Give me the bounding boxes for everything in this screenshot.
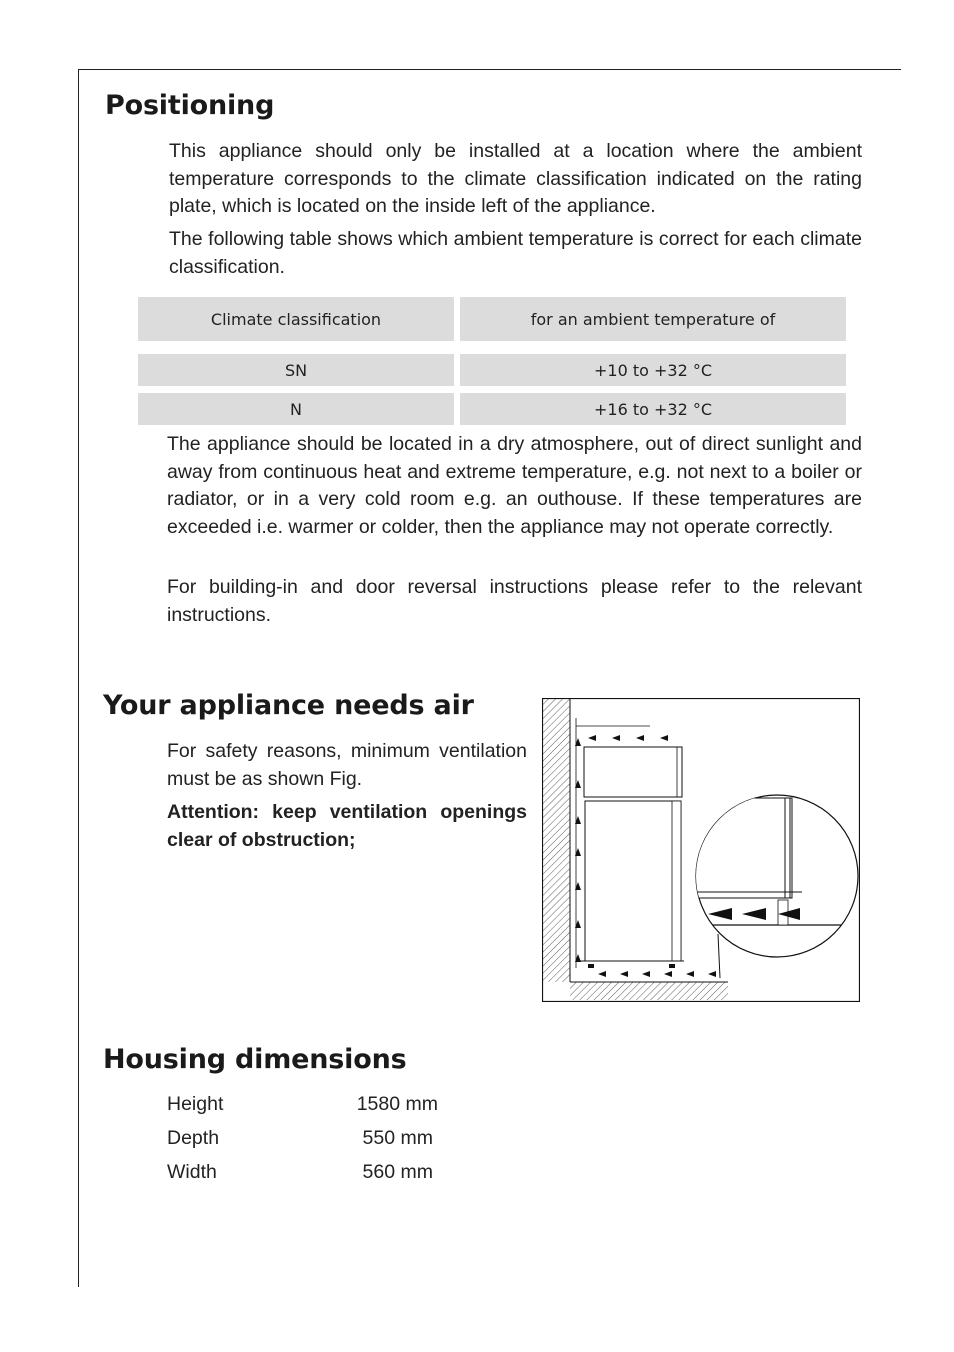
table-cell-class-sn: SN xyxy=(138,354,454,386)
top-rule xyxy=(78,69,901,70)
dimension-height-value: 1580 mm xyxy=(356,1093,438,1115)
table-header-temperature: for an ambient temperature of xyxy=(460,297,846,341)
table-cell-temp-n: +16 to +32 °C xyxy=(460,393,846,425)
table-cell-temp-sn: +10 to +32 °C xyxy=(460,354,846,386)
table-header-climate: Climate classification xyxy=(138,297,454,341)
dimension-width-label: Width xyxy=(167,1161,217,1183)
air-heading: Your appliance needs air xyxy=(103,690,474,721)
table-cell-class-n: N xyxy=(138,393,454,425)
positioning-para-2: The following table shows which ambient temperature is correct for each climate classification. xyxy=(169,228,862,278)
left-rule xyxy=(78,69,79,1287)
positioning-para-1: This appliance should only be installed at a location where the ambient temperature corresponds to the climate classification indicated on the rating plate, which is located on the inside left of the appliance. xyxy=(169,140,862,217)
dimension-height-label: Height xyxy=(167,1093,224,1115)
dimension-depth-label: Depth xyxy=(167,1127,220,1149)
dimension-depth-value: 550 mm xyxy=(362,1127,433,1149)
ventilation-figure xyxy=(542,698,860,1002)
housing-heading: Housing dimensions xyxy=(103,1044,407,1075)
positioning-para-4: For building-in and door reversal instructions please refer to the relevant instructions. xyxy=(167,576,862,626)
air-para-1: For safety reasons, minimum ventilation must be as shown Fig. xyxy=(167,740,527,790)
air-attention-text: Attention: keep ventilation openings clear of obstruction; xyxy=(167,801,527,851)
positioning-para-3: The appliance should be located in a dry atmosphere, out of direct sunlight and away from continuous heat and extreme temperature, e.g. not next to a boiler or radiator, or in a very cold room e.g. an outhouse. If these temperatures are exceeded i.e. warmer or colder, then the appliance may not operate correctly. xyxy=(167,433,862,538)
positioning-heading: Positioning xyxy=(105,90,275,121)
dimension-width-value: 560 mm xyxy=(362,1161,433,1183)
